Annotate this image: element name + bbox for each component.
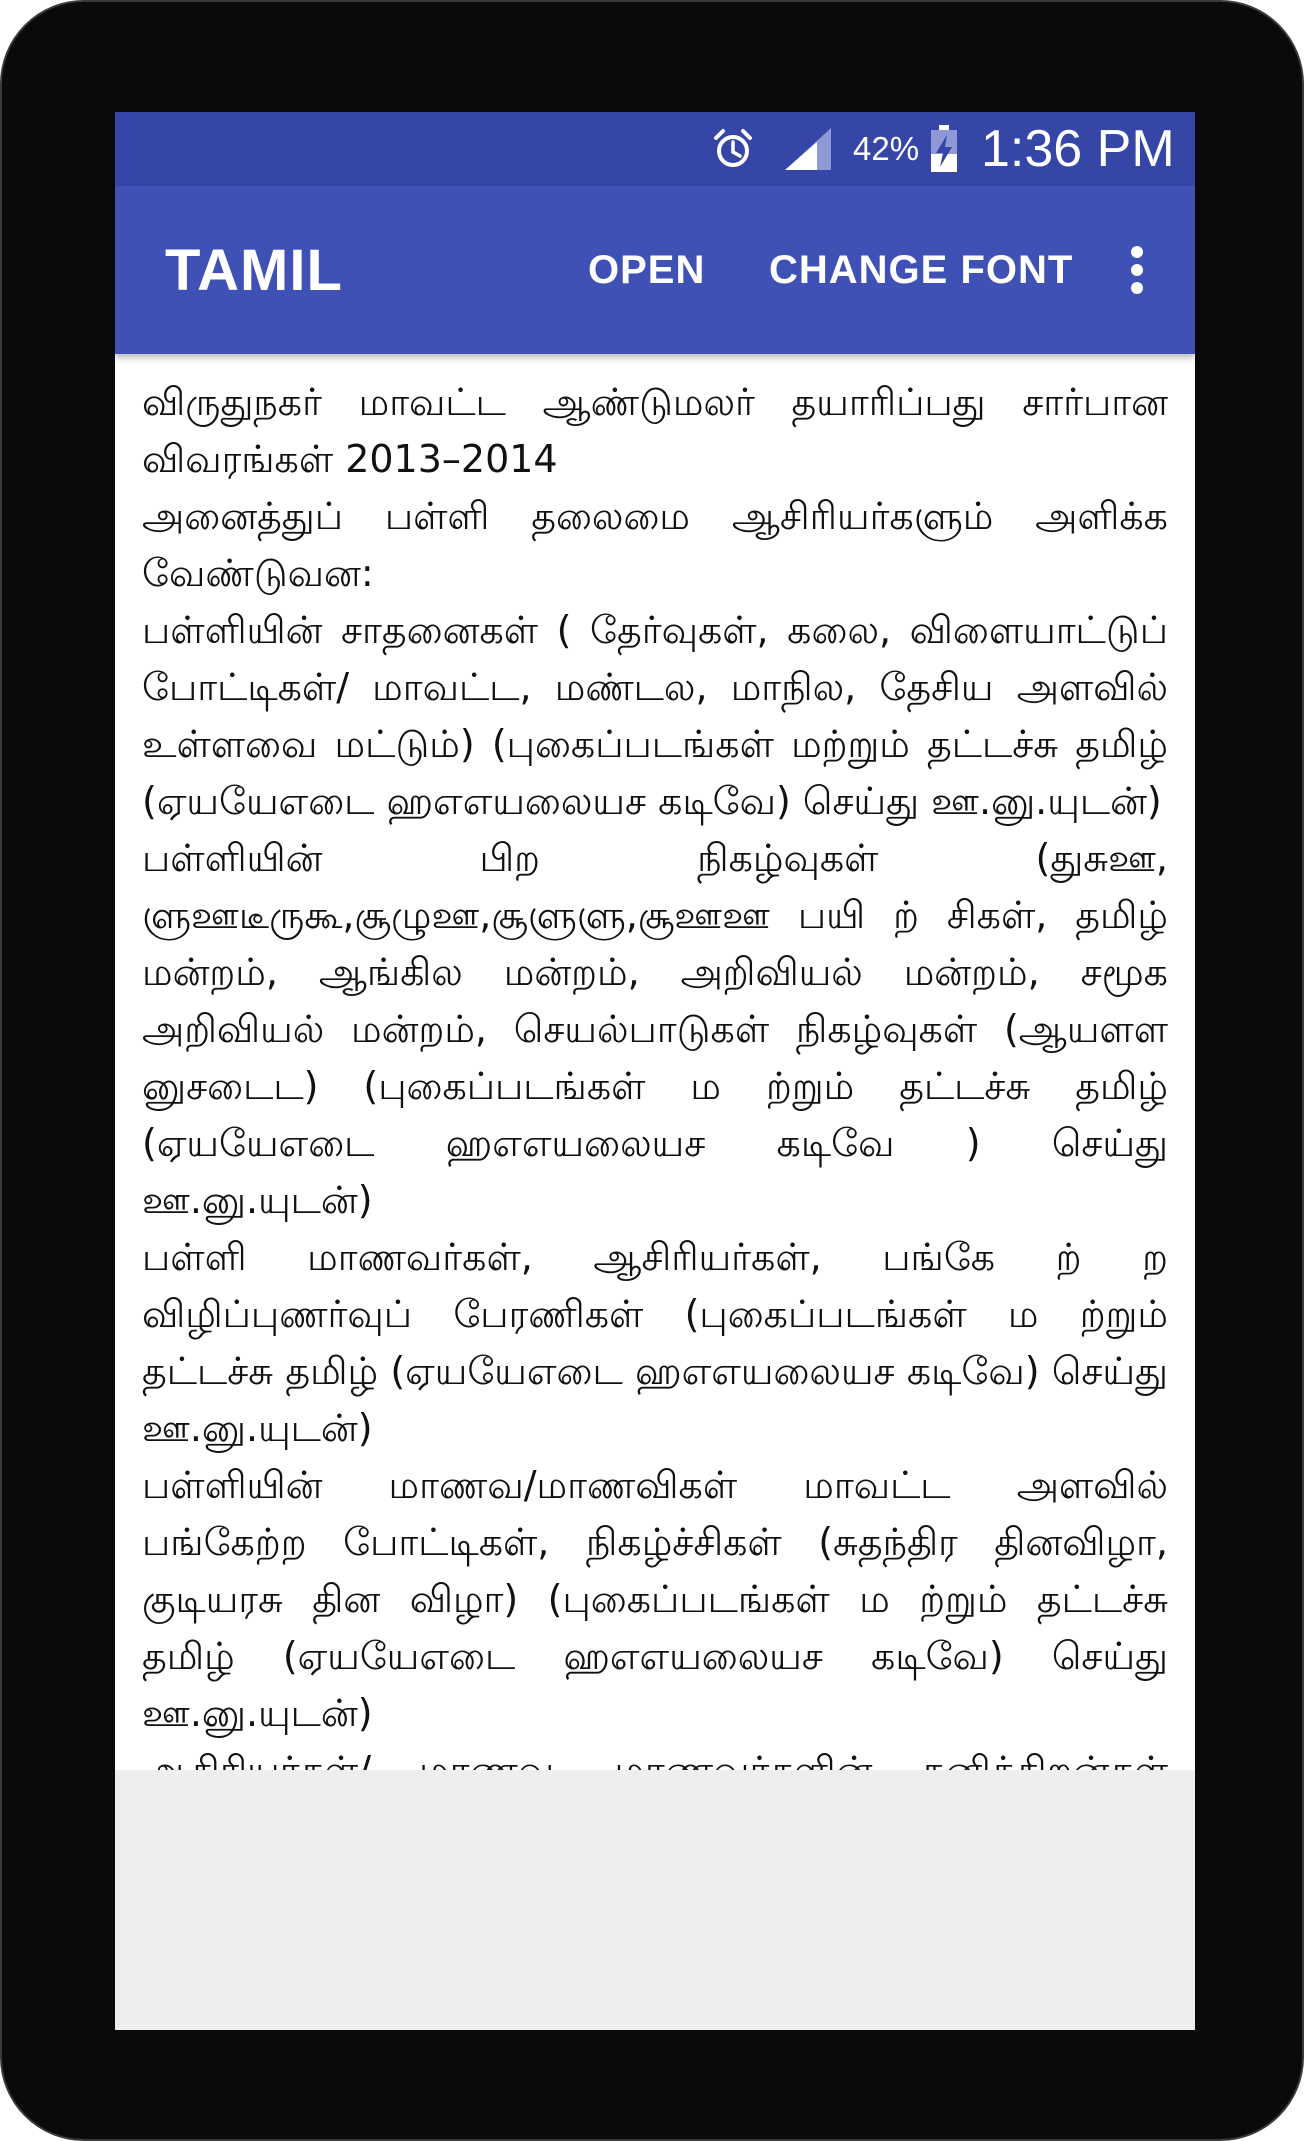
- alarm-icon: [705, 112, 761, 186]
- document-text: [115, 354, 1195, 1856]
- doc-paragraph: அனைத்துப் பள்ளி தலைமை ஆசிரியர்களும் அளிக்க வேண்டுவன:: [142, 494, 1168, 595]
- phone-screen: [115, 112, 1195, 2030]
- open-button[interactable]: OPEN: [588, 247, 706, 292]
- app-title: TAMIL: [165, 237, 343, 303]
- doc-paragraph: பள்ளியின் மாணவ/மாணவிகள் மாவட்ட அளவில் பங்கேற்ற போட்டிகள், நிகழ்ச்சிகள் (சுதந்திர தினவிழா, குடியரசு தின விழா) (புகைப்படங்கள் ம ற்றும் தட்டச்சு தமிழ் (ஏயயேஎடை ஹஎஎயலையச கடிவே) செய்து ஊ.னு.யுடன்): [142, 1463, 1168, 1735]
- doc-paragraph: பள்ளியின் பிற நிகழ்வுகள் (துசுஊ, ளுஊடீருகூ,சூழுஊ,சூளுளு,சூஊஊ பயி ற் சிகள், தமிழ் மன்றம், ஆங்கில மன்றம், அறிவியல் மன்றம், சமூக அறிவியல் மன்றம், செயல்பாடுகள் நிகழ்வுகள் (ஆயளள னுசடைட) (புகைப்படங்கள் ம ற்றும் தட்டச்சு தமிழ் (ஏயயேஎடை ஹஎஎயலையச கடிவே ) செய்து ஊ.னு.யுடன்): [142, 836, 1168, 1222]
- status-bar: [115, 112, 1195, 186]
- change-font-button[interactable]: CHANGE FONT: [769, 247, 1074, 292]
- more-vert-icon[interactable]: [1117, 186, 1157, 354]
- bottom-empty-area: [115, 1770, 1195, 2030]
- signal-icon: [783, 112, 839, 186]
- doc-paragraph: பள்ளி மாணவர்கள், ஆசிரியர்கள், பங்கே ற் ற விழிப்புணர்வுப் பேரணிகள் (புகைப்படங்கள் ம ற்றும் தட்டச்சு தமிழ் (ஏயயேஎடை ஹஎஎயலையச கடிவே) செய்து ஊ.னு.யுடன்): [142, 1235, 1168, 1450]
- document-view[interactable]: [115, 354, 1195, 1770]
- doc-paragraph-title: விருதுநகர் மாவட்ட ஆண்டுமலர் தயாரிப்பது சார்பான விவரங்கள் 2013–2014: [142, 380, 1168, 481]
- status-clock: 1:36 PM: [981, 120, 1175, 178]
- doc-paragraph: பள்ளியின் சாதனைகள் ( தேர்வுகள், கலை, விளையாட்டுப் போட்டிகள்/ மாவட்ட, மண்டல, மாநில, தேசிய அளவில் உள்ளவை மட்டும்) (புகைப்படங்கள் மற்றும் தட்டச்சு தமிழ் (ஏயயேஎடை ஹஎஎயலையச கடிவே) செய்து ஊ.னு.யுடன்): [142, 608, 1168, 823]
- battery-percent: 42%: [853, 130, 920, 167]
- battery-charging-icon: [927, 112, 961, 186]
- app-toolbar: [115, 186, 1195, 354]
